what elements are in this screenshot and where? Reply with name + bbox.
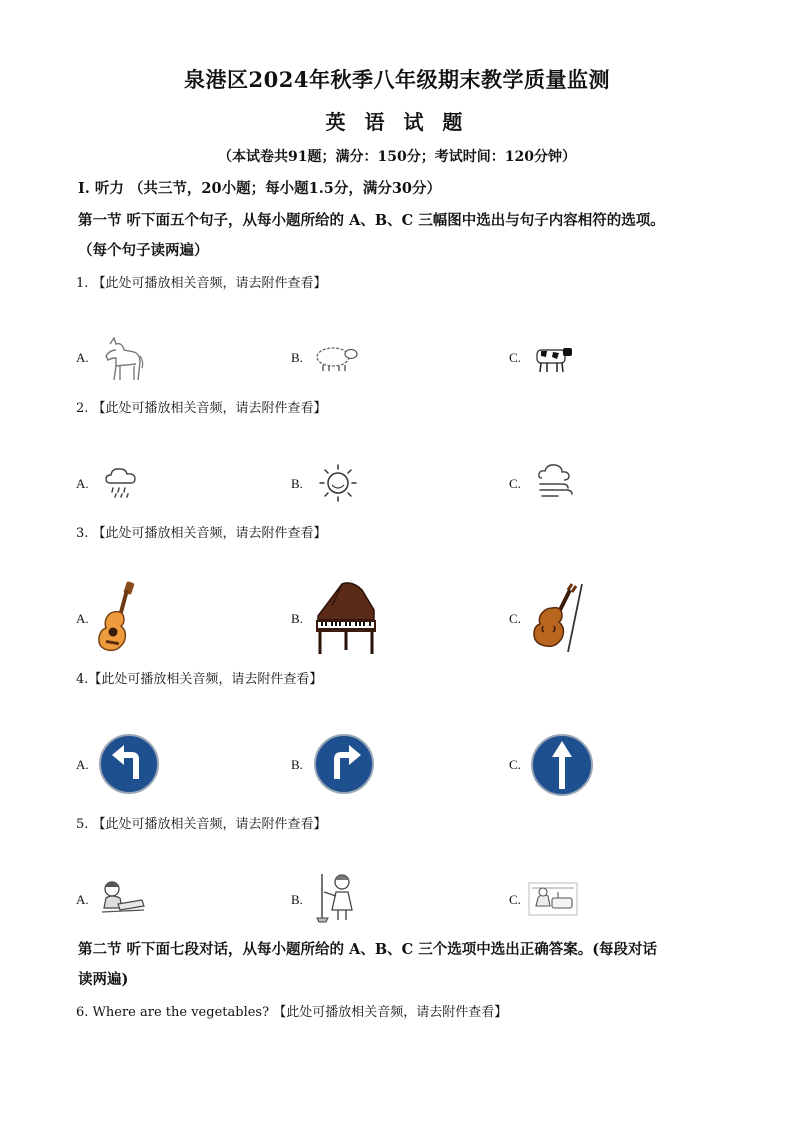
question-3: 3. 【此处可播放相关音频，请去附件查看】 xyxy=(76,526,327,541)
option-a-label: A. xyxy=(76,476,89,491)
option-a-label: A. xyxy=(76,350,89,365)
option-b-label: B. xyxy=(291,757,303,772)
guitar-icon xyxy=(96,580,138,654)
cow-icon xyxy=(533,342,575,374)
option-a-label: A. xyxy=(76,757,89,772)
section2-instruction: 第二节 听下面七段对话，从每小题所给的 A、B、C 三个选项中选出正确答案。(每段对话 xyxy=(78,941,658,958)
option-c-label: C. xyxy=(509,757,521,772)
piano-icon xyxy=(312,580,382,656)
turn-left-sign-icon xyxy=(98,733,160,795)
sun-icon xyxy=(318,463,358,503)
option-a-label: A. xyxy=(76,892,89,907)
subject-title: 英 语 试 题 xyxy=(325,110,469,134)
horse-icon xyxy=(100,336,144,382)
girl-reading-icon xyxy=(98,880,146,916)
question-4: 4.【此处可播放相关音频，请去附件查看】 xyxy=(76,672,323,687)
option-c-label: C. xyxy=(509,350,521,365)
option-b-label: B. xyxy=(291,611,303,626)
option-c-label: C. xyxy=(509,892,521,907)
part1-heading: Ⅰ. 听力 （共三节，20小题；每小题1.5分，满分30分） xyxy=(78,180,442,197)
question-6: 6. Where are the vegetables? 【此处可播放相关音频，请去附件查看】 xyxy=(76,1005,508,1020)
exam-title: 泉港区2024年秋季八年级期末教学质量监测 xyxy=(184,67,610,92)
option-b-label: B. xyxy=(291,350,303,365)
option-c-label: C. xyxy=(509,611,521,626)
rain-icon xyxy=(104,465,138,499)
girl-mopping-icon xyxy=(314,872,360,924)
question-2: 2. 【此处可播放相关音频，请去附件查看】 xyxy=(76,401,327,416)
option-a-label: A. xyxy=(76,611,89,626)
option-b-label: B. xyxy=(291,892,303,907)
question-5: 5. 【此处可播放相关音频，请去附件查看】 xyxy=(76,817,327,832)
exam-info: （本试卷共91题；满分：150分；考试时间：120分钟） xyxy=(218,149,576,165)
go-straight-sign-icon xyxy=(530,733,594,797)
section2-instruction-note: 读两遍) xyxy=(78,971,129,988)
question-1: 1. 【此处可播放相关音频，请去附件查看】 xyxy=(76,276,327,291)
turn-right-sign-icon xyxy=(313,733,375,795)
option-b-label: B. xyxy=(291,476,303,491)
section1-instruction: 第一节 听下面五个句子，从每小题所给的 A、B、C 三幅图中选出与句子内容相符的选项。 xyxy=(78,212,665,229)
washing-dishes-icon xyxy=(528,882,578,916)
sheep-icon xyxy=(313,344,359,372)
section1-instruction-note: （每个句子读两遍） xyxy=(78,242,209,259)
windy-icon xyxy=(536,462,576,502)
violin-icon xyxy=(528,580,588,654)
option-c-label: C. xyxy=(509,476,521,491)
